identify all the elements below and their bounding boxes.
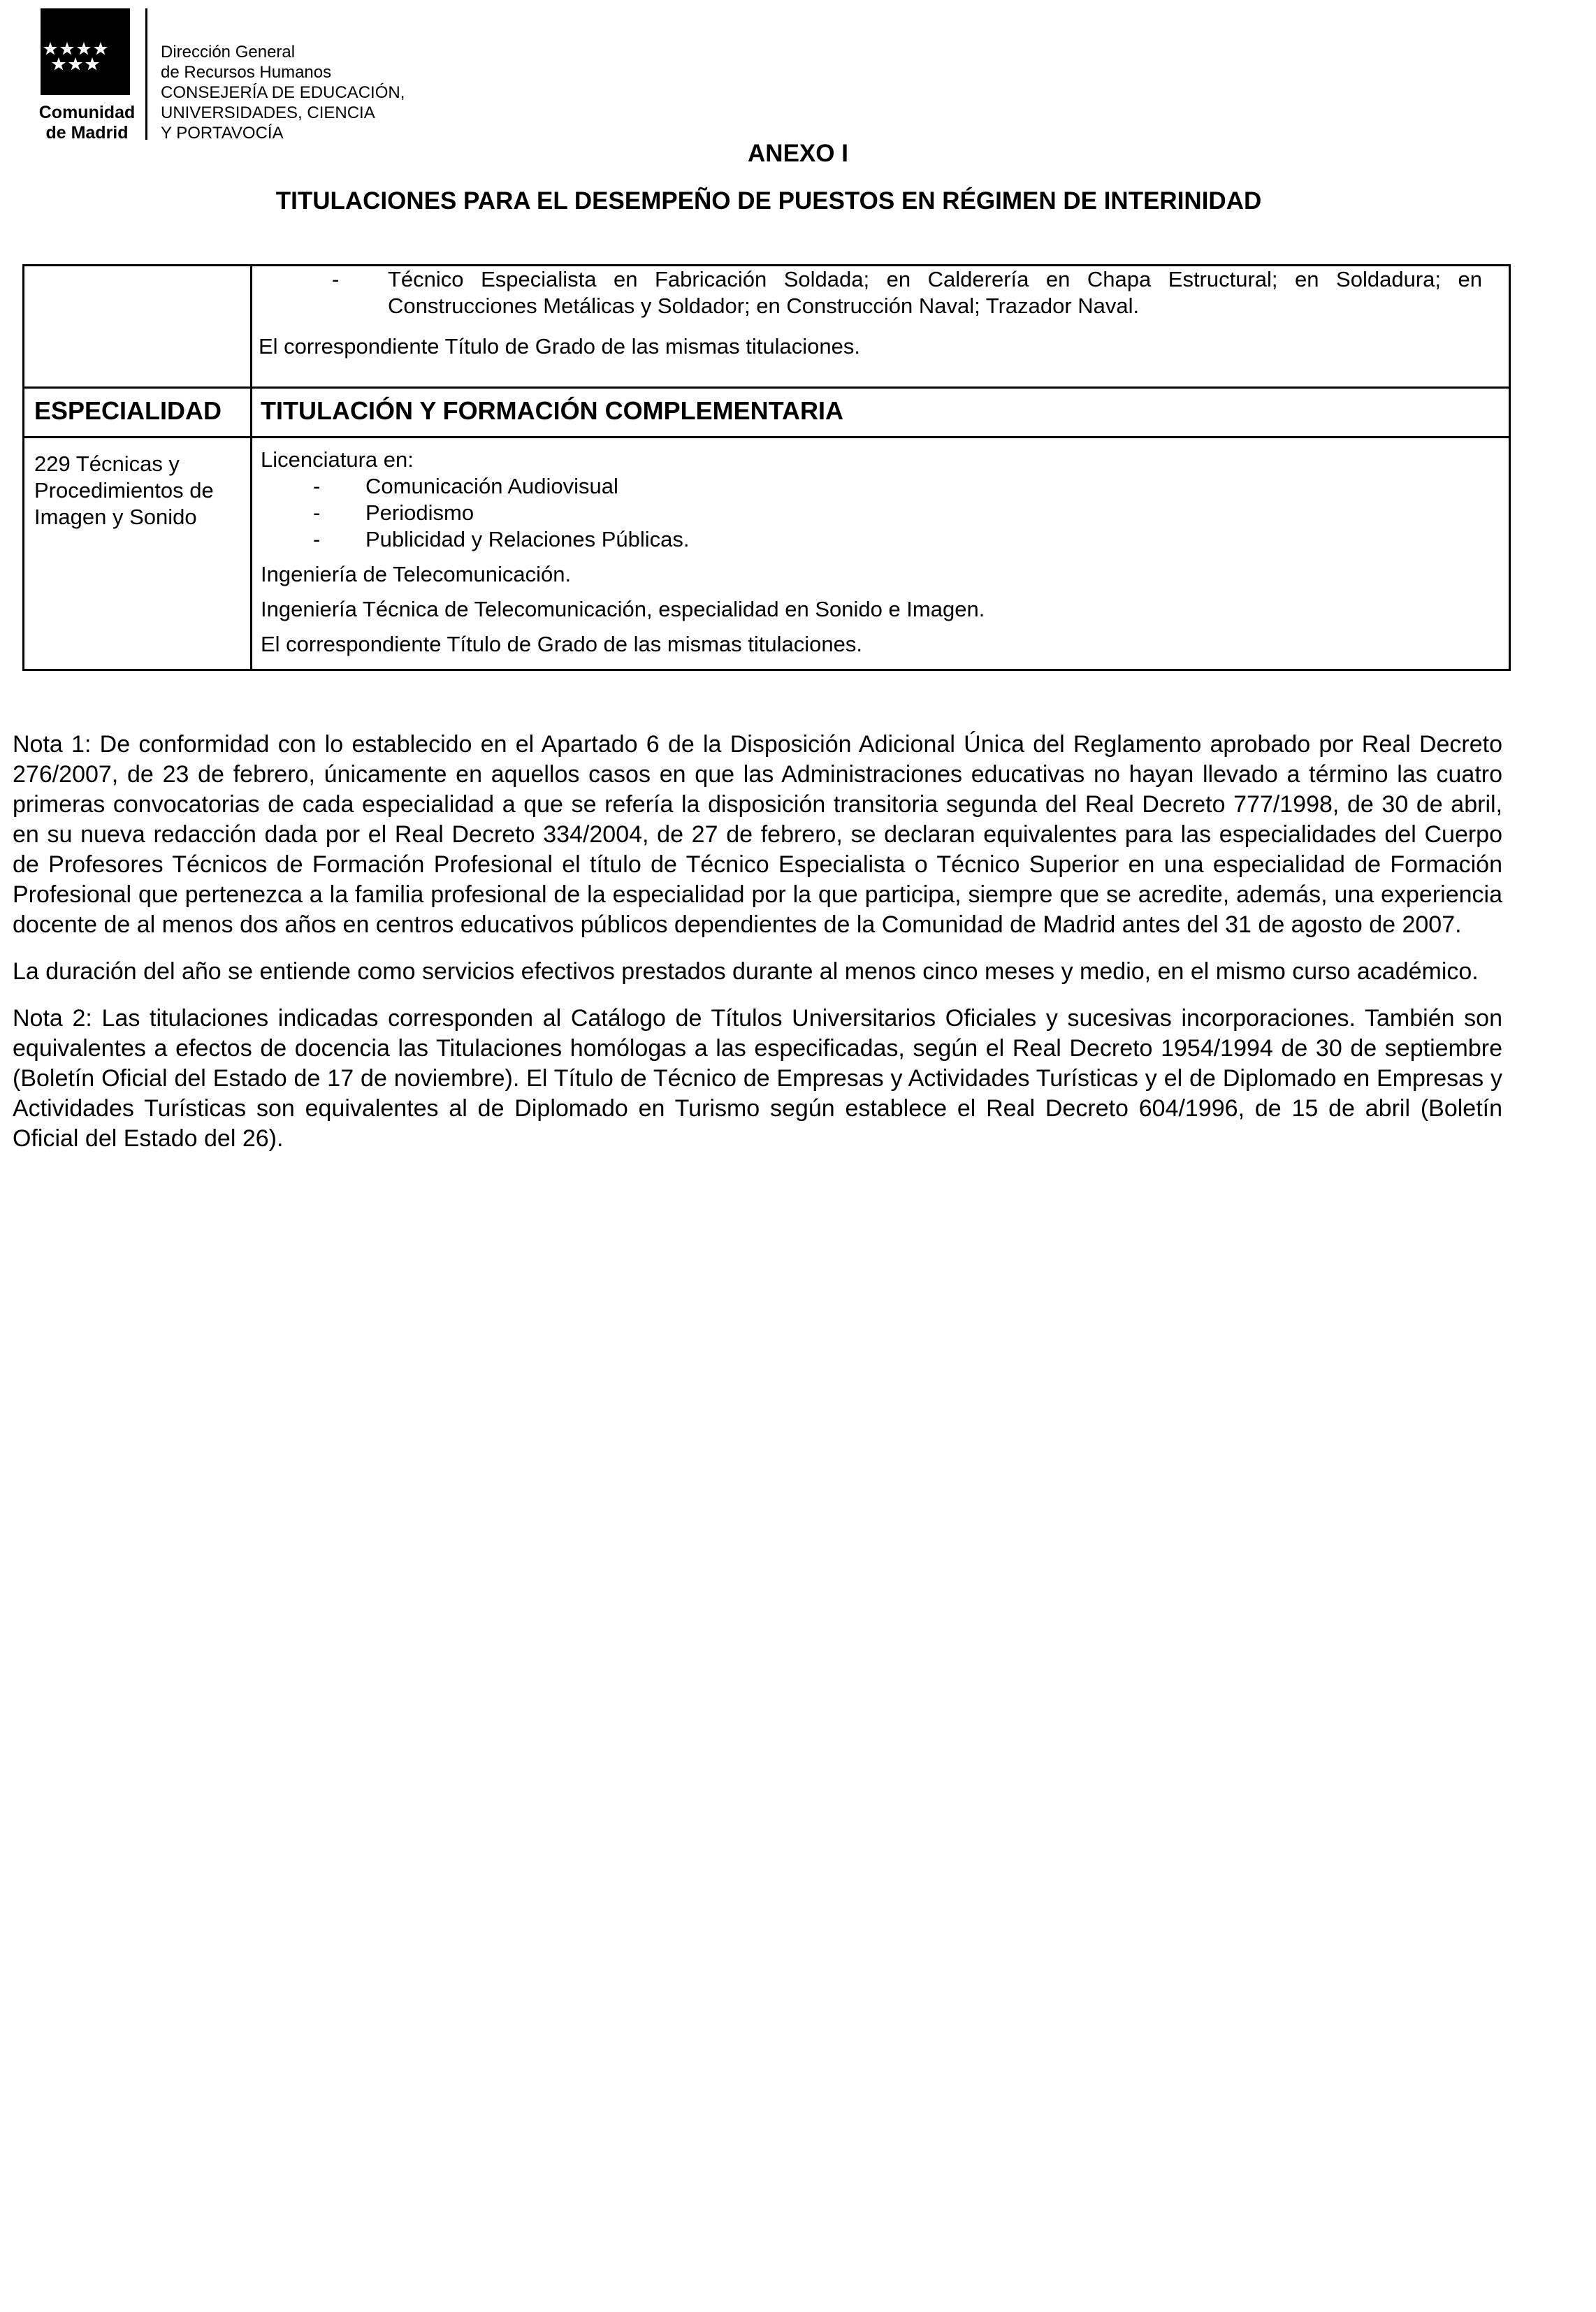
list-dash: - [313,474,321,498]
row-divider [24,386,1509,389]
row-divider [24,436,1509,438]
licenciatura-intro: Licenciatura en: [261,447,414,472]
logo-divider [145,8,147,140]
ingenieria-tecnica-text: Ingeniería Técnica de Telecomunicación, especialidad en Sonido e Imagen. [261,597,985,621]
nota-duracion: La duración del año se entiende como servicios efectivos prestados durante al menos cinco meses y medio, en el mismo curso académico. [13,958,1479,985]
list-item-text: Publicidad y Relaciones Públicas. [365,527,690,551]
comunidad-madrid-logo [41,8,130,95]
header-titulacion: TITULACIÓN Y FORMACIÓN COMPLEMENTARIA [261,396,843,425]
list-item-text: Periodismo [365,500,474,525]
continued-grado-text: El correspondiente Título de Grado de las mismas titulaciones. [259,334,860,359]
header-especialidad: ESPECIALIDAD [34,396,222,425]
column-divider [250,266,252,669]
list-item [261,500,1490,526]
logo-caption [36,103,138,143]
annex-title: ANEXO I [748,140,848,167]
org-line: CONSEJERÍA DE EDUCACIÓN, [161,83,405,102]
organization-name [161,42,405,143]
star-icon [85,57,99,71]
especialidad-line: Imagen y Sonido [34,505,197,529]
logo-caption-line: Comunidad [38,103,136,122]
titulaciones-table [22,264,1511,671]
ingenieria-text: Ingeniería de Telecomunicación. [261,562,572,586]
notes-section [13,730,1502,1171]
especialidad-line: Procedimientos de [34,478,214,503]
continued-titulacion-list [283,266,1482,319]
list-dash: - [313,500,321,525]
logo-caption-line: de Madrid [45,123,129,143]
star-icon [77,42,91,55]
org-line: UNIVERSIDADES, CIENCIA [161,103,375,122]
especialidad-cell [34,451,244,530]
list-dash: - [313,527,321,551]
list-item-text: Comunicación Audiovisual [365,474,618,498]
stars-icon [41,8,130,95]
list-item [283,266,1482,319]
star-icon [60,42,74,55]
star-icon [43,42,57,55]
section-title: TITULACIONES PARA EL DESEMPEÑO DE PUESTOS EN RÉGIMEN DE INTERINIDAD [275,187,1262,215]
nota-2: Nota 2: Las titulaciones indicadas corresponden al Catálogo de Títulos Universitarios Oficiales y sucesivas incorporaciones. También son equivalentes a efectos de docencia las Titulaciones homólogas a las especificadas, según el Real Decreto 1954/1994 de 30 de septiembre (Boletín Oficial del Estado de 17 de noviembre). El Título de Técnico de Empresas y Actividades Turísticas y el de Diplomado en Empresas y Actividades Turísticas son equivalentes al de Diplomado en Turismo según establece el Real Decreto 604/1996, de 15 de abril (Boletín Oficial del Estado del 26). [13,1005,1502,1152]
star-icon [94,42,108,55]
org-line: Y PORTAVOCÍA [161,124,284,143]
especialidad-line: 229 Técnicas y [34,451,180,476]
list-item-text: Técnico Especialista en Fabricación Soldada; en Calderería en Chapa Estructural; en Soldadura; en Construcciones Metálicas y Soldador; en Construcción Naval; Trazador Naval. [388,267,1482,318]
star-icon [52,57,66,71]
grado-text: El correspondiente Título de Grado de las mismas titulaciones. [261,632,862,656]
star-icon [68,57,82,71]
org-line: de Recursos Humanos [161,63,332,82]
list-item [261,526,1490,553]
list-item [261,473,1490,500]
org-line: Dirección General [161,43,296,62]
list-dash: - [332,267,340,291]
titulacion-cell [261,447,1490,658]
nota-1: Nota 1: De conformidad con lo establecido en el Apartado 6 de la Disposición Adicional Única del Reglamento aprobado por Real Decreto 276/2007, de 23 de febrero, únicamente en aquellos casos en que las Administraciones educativas no hayan llevado a término las cuatro primeras convocatorias de cada especialidad a que se refería la disposición transitoria segunda del Real Decreto 777/1998, de 30 de abril, en su nueva redacción dada por el Real Decreto 334/2004, de 27 de febrero, se declaran equivalentes para las especialidades del Cuerpo de Profesores Técnicos de Formación Profesional el título de Técnico Especialista o Técnico Superior en una especialidad de Formación Profesional que pertenezca a la familia profesional de la especialidad por la que participa, siempre que se acredite, además, una experiencia docente de al menos dos años en centros educativos públicos dependientes de la Comunidad de Madrid antes del 31 de agosto de 2007. [13,731,1502,938]
